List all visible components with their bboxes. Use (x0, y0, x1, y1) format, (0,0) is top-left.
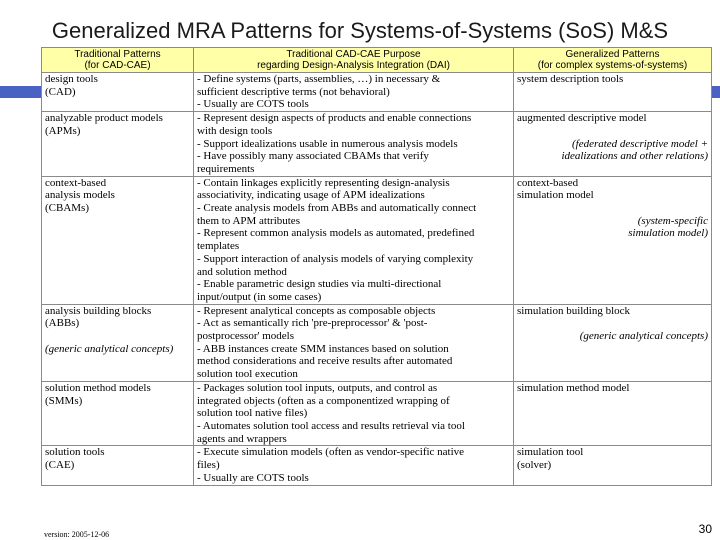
table-header-row (42, 48, 712, 73)
header-generalized-patterns: Generalized Patterns (for complex systems-of-systems) (514, 48, 712, 73)
generalized-pattern-cell: simulation method model (514, 381, 712, 446)
purpose-cell: - Execute simulation models (often as vendor-specific native files) - Usually are COTS tools (194, 446, 514, 485)
table-row (42, 381, 712, 446)
traditional-pattern-cell: analysis building blocks (ABBs) (generic analytical concepts) (42, 304, 194, 381)
traditional-pattern-cell: design tools (CAD) (42, 73, 194, 112)
traditional-pattern-cell: context-based analysis models (CBAMs) (42, 176, 194, 304)
table-row (42, 446, 712, 485)
patterns-table-container (41, 47, 711, 486)
generalized-pattern-cell: context-based simulation model (system-specific simulation model) (514, 176, 712, 304)
traditional-pattern-cell: solution tools (CAE) (42, 446, 194, 485)
purpose-cell: - Represent design aspects of products and enable connections with design tools - Support idealizations usable in numerous analysis models - Have possibly many associated CBAMs that verify requirements (194, 112, 514, 177)
purpose-cell: - Packages solution tool inputs, outputs, and control as integrated objects (often as a componentized wrapping of solution tool native files) - Automates solution tool access and results retrieval via tool agents and wrappers (194, 381, 514, 446)
patterns-table (41, 47, 712, 486)
page-number: 30 (698, 522, 712, 536)
header-traditional-patterns: Traditional Patterns (for CAD-CAE) (42, 48, 194, 73)
generalized-pattern-cell: system description tools (514, 73, 712, 112)
header-traditional-purpose: Traditional CAD-CAE Purpose regarding Design-Analysis Integration (DAI) (194, 48, 514, 73)
purpose-cell: - Represent analytical concepts as composable objects - Act as semantically rich 'pre-preprocessor' & 'post- postprocessor' models - ABB instances create SMM instances based on solution method considerations and receive results after automated solution tool execution (194, 304, 514, 381)
generalized-pattern-cell: augmented descriptive model (federated descriptive model + idealizations and other relations) (514, 112, 712, 177)
purpose-cell: - Define systems (parts, assemblies, …) in necessary & sufficient descriptive terms (not behavioral) - Usually are COTS tools (194, 73, 514, 112)
table-row (42, 112, 712, 177)
traditional-pattern-cell: analyzable product models (APMs) (42, 112, 194, 177)
generalized-pattern-cell: simulation tool (solver) (514, 446, 712, 485)
generalized-pattern-cell: simulation building block (generic analytical concepts) (514, 304, 712, 381)
traditional-pattern-cell: solution method models (SMMs) (42, 381, 194, 446)
table-row (42, 176, 712, 304)
table-row (42, 304, 712, 381)
purpose-cell: - Contain linkages explicitly representing design-analysis associativity, indicating usage of APM idealizations - Create analysis models from ABBs and automatically connect them to APM attributes - Represent common analysis models as automated, predefined templates - Support interaction of analysis models of varying complexity and solution method - Enable parametric design studies via multi-directional input/output (in some cases) (194, 176, 514, 304)
version-label: version: 2005-12-06 (44, 530, 110, 539)
table-row (42, 73, 712, 112)
slide-title: Generalized MRA Patterns for Systems-of-Systems (SoS) M&S (51, 18, 669, 43)
